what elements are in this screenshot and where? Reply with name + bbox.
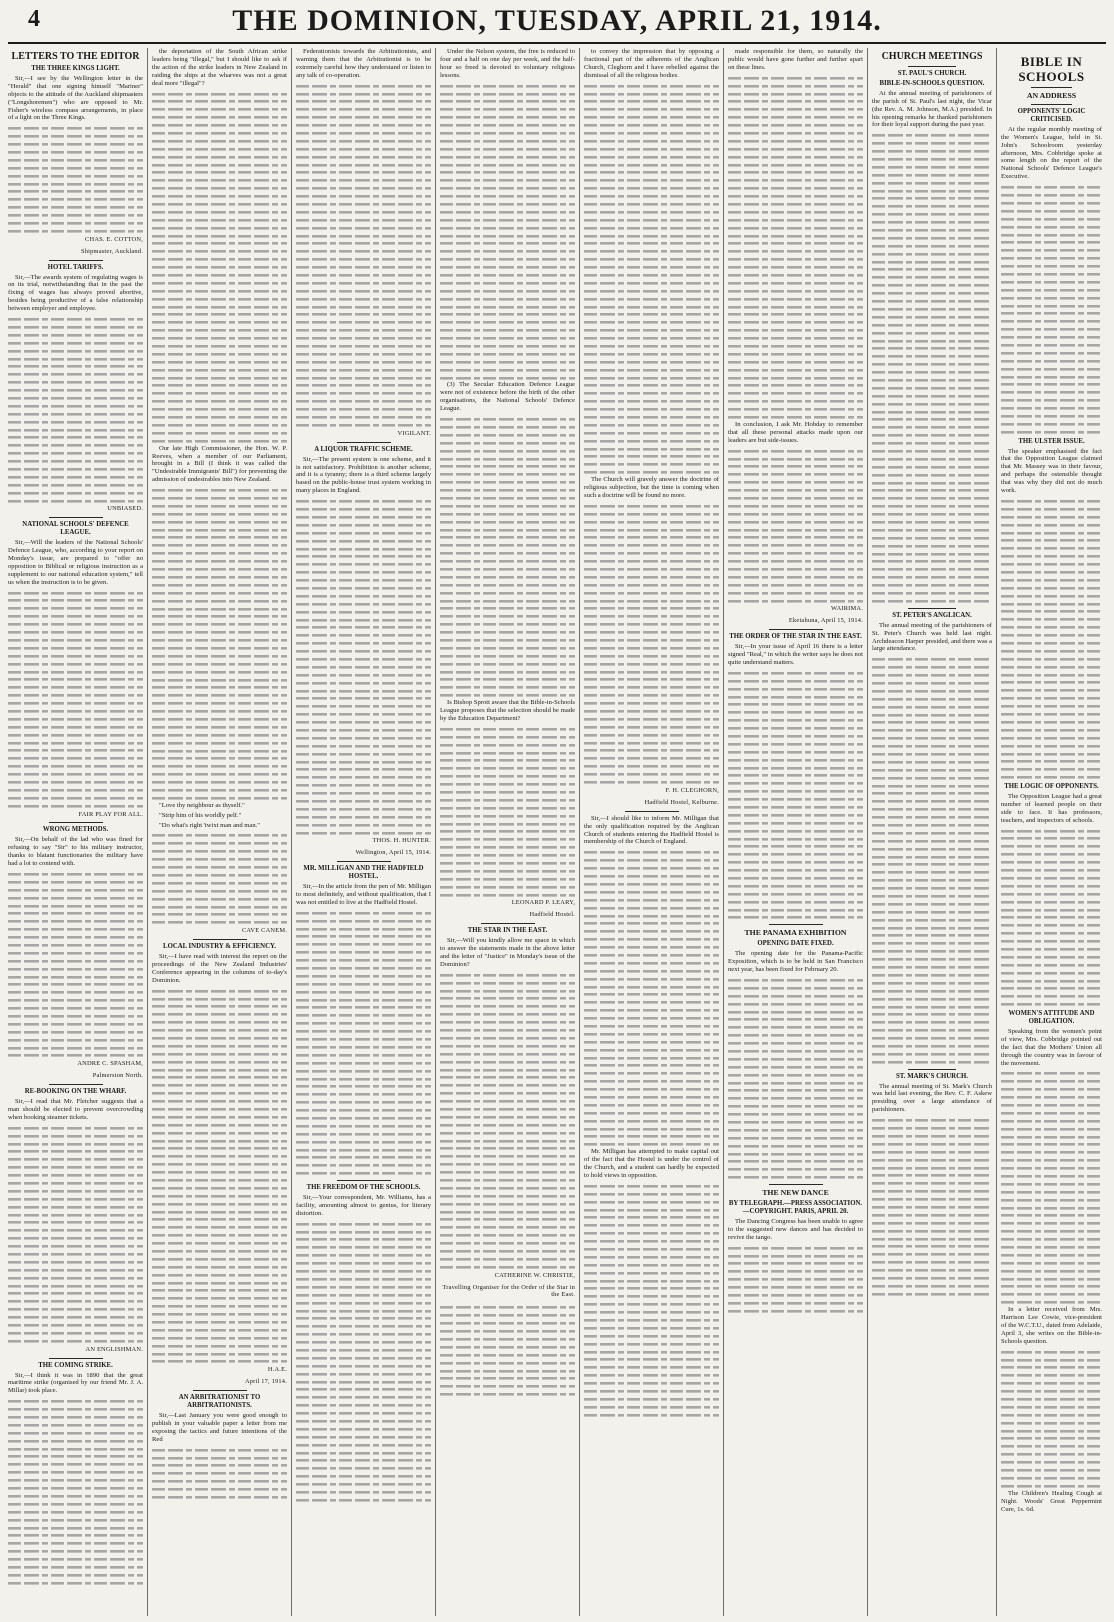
article-body: The speaker emphasised the fact that the Opposition League claimed that Mr. Massey was in their favour, and perhaps the ostensible thought that was why they did not do much work. bbox=[1001, 447, 1102, 495]
divider bbox=[337, 442, 391, 443]
body-text bbox=[296, 497, 431, 836]
letter-body: to convey the impression that by opposing a fractional part of the adherents of the Anglican Church, Cleghorn and I have rebelled against the dismissal of all the religious bodies. bbox=[584, 48, 719, 79]
columns bbox=[8, 48, 1106, 1616]
article-subheading: THE ULSTER ISSUE. bbox=[1018, 437, 1085, 445]
letter-body: Is Bishop Sprott aware that the Bible-in-Schools League proposes that the selection should be made by the Education Department? bbox=[440, 699, 575, 722]
body-text bbox=[440, 415, 575, 699]
body-text bbox=[440, 1303, 575, 1398]
letter-body: Under the Nelson system, the free is reduced to four and a half on one day per week, and the half-hour so freed is devoted to voluntary religious lessons. bbox=[440, 48, 575, 79]
column-6 bbox=[728, 48, 868, 1616]
letter-signature: FAIR PLAY FOR ALL. bbox=[78, 810, 143, 818]
divider bbox=[481, 923, 535, 924]
divider bbox=[908, 66, 956, 67]
letter-signature: UNBIASED. bbox=[107, 505, 143, 513]
letter-body: Sir,—In your issue of April 16 there is a letter signed "Real," in which the writer says he does not quite understand matters. bbox=[728, 643, 863, 666]
letter-heading: A LIQUOR TRAFFIC SCHEME. bbox=[314, 445, 413, 453]
letter-heading: LOCAL INDUSTRY & EFFICIENCY. bbox=[163, 943, 276, 951]
body-text bbox=[440, 725, 575, 899]
body-text bbox=[152, 1446, 287, 1501]
divider bbox=[49, 1084, 103, 1085]
column-8 bbox=[1001, 48, 1106, 1616]
letter-heading: MR. MILLIGAN AND THE HADFIELD HOSTEL. bbox=[303, 865, 424, 881]
article-body: In a letter received from Mrs. Harrison Lee Cowie, vice-president of the W.C.T.U., dated from Adelaide, April 3, she writes on the Bible-in-Schools question. bbox=[1001, 1306, 1102, 1345]
divider bbox=[337, 1180, 391, 1181]
body-text bbox=[1001, 183, 1102, 436]
article-body: The opening date for the Panama-Pacific Exposition, which is to be held in San Francisco next year, has been fixed for February 20. bbox=[728, 950, 863, 974]
divider bbox=[337, 861, 391, 862]
body-text bbox=[872, 655, 992, 1065]
body-text bbox=[1001, 1348, 1102, 1490]
letter-body: (3) The Secular Education Defence League were not of existence before the birth of the other organisations, the National Schools' Defence League. bbox=[440, 381, 575, 413]
article-subheading: OPENING DATE FIXED. bbox=[757, 940, 834, 948]
article-subheading: THE LOGIC OF OPPONENTS. bbox=[1004, 783, 1099, 791]
section-header-letters: LETTERS TO THE EDITOR bbox=[11, 51, 140, 62]
body-text bbox=[8, 315, 143, 504]
page-number: 4 bbox=[28, 6, 40, 32]
column-5 bbox=[584, 48, 724, 1616]
letter-body: Federationists towards the Arbitrationists, and warning them that the Arbitrationist is to be extremely careful how they understand or listen to any talk of co-operation. bbox=[296, 48, 431, 79]
letter-heading: NATIONAL SCHOOLS' DEFENCE LEAGUE. bbox=[22, 521, 129, 537]
letter-signature: CAVE CANEM. bbox=[241, 927, 287, 935]
body-text bbox=[296, 1220, 431, 1504]
column-4 bbox=[440, 48, 580, 1616]
body-text bbox=[584, 848, 719, 1148]
letter-heading: WRONG METHODS. bbox=[42, 826, 109, 834]
body-text bbox=[584, 82, 719, 477]
article-heading: THE NEW DANCE bbox=[762, 1188, 829, 1198]
body-text bbox=[1001, 1069, 1102, 1306]
body-text bbox=[8, 589, 143, 810]
divider bbox=[1031, 104, 1071, 105]
column-7 bbox=[872, 48, 997, 1616]
letter-signature: F. H. CLEGHORN, bbox=[665, 786, 719, 794]
article-body: The annual meeting of the parishioners of St. Peter's Church was held last night. Archdeacon Harper presided, and there was a large attendance. bbox=[872, 621, 992, 653]
divider bbox=[625, 811, 679, 812]
letter-signature-place: Shipmaster, Auckland. bbox=[81, 247, 143, 255]
letter-signature: AN ENGLISHMAN. bbox=[85, 1345, 143, 1353]
advertisement-text: The Children's Healing Cough at Night. Woods' Great Peppermint Cure, 1s. 6d. bbox=[1001, 1489, 1102, 1513]
article-body: At the regular monthly meeting of the Women's League, held in St. John's Schoolroom yesterday afternoon, Mrs. Cobbridge spoke at some length on the report of the National Schools' Defence League's Executive. bbox=[1001, 125, 1102, 181]
letter-body: Sir,—Last January you were good enough to publish in your valuable paper a letter from me exposing the tactics and future intentions of the Red bbox=[152, 1411, 287, 1443]
letter-place: Wellington, April 15, 1914. bbox=[355, 849, 431, 857]
letter-body: Sir,—On behalf of the lad who was fined for refusing to say "Sir" to his military instructor, thanks to blatant functionaries the military have had a lot to contend with. bbox=[8, 836, 143, 868]
article-body: Speaking from the women's point of view, Mrs. Cobbridge pointed out the fact that the Mothers' Union all through the country was in favour of the movement. bbox=[1001, 1027, 1102, 1067]
article-subheading: OPPONENTS' LOGIC CRITICISED. bbox=[1017, 108, 1086, 123]
divider bbox=[769, 629, 823, 630]
body-text bbox=[1001, 827, 1102, 1008]
divider bbox=[49, 517, 103, 518]
letter-signature: LEONARD P. LEARY, bbox=[511, 899, 575, 907]
article-heading: ST. PAUL'S CHURCH. bbox=[897, 70, 967, 77]
dateline: BY TELEGRAPH.—PRESS ASSOCIATION.—COPYRIGHT. PARIS, APRIL 20. bbox=[728, 1200, 863, 1216]
letter-body: Sir,—I have read with interest the report on the proceedings of the New Zealand Industries' Conference appearing in the columns of to-day's Dominion. bbox=[152, 952, 287, 984]
letter-body: Sir,—I should like to inform Mr. Milligan that the only qualification required by the Anglican Church of students entering the Hadfield Hostel is membership of the Church of England. bbox=[584, 814, 719, 846]
article-heading: AN ADDRESS bbox=[1026, 91, 1077, 100]
body-text bbox=[1001, 497, 1102, 781]
letter-signature-place: Hadfield Hostel. bbox=[529, 911, 575, 919]
column-1 bbox=[8, 48, 148, 1616]
verse-line: "Love thy neighbour as thyself." bbox=[159, 801, 245, 809]
body-text bbox=[584, 1182, 719, 1419]
divider bbox=[193, 1390, 247, 1391]
letter-body: The Church will gravely answer the doctrine of religious subjection, but the time is coming when such a doctrine will be found no more. bbox=[584, 476, 719, 499]
body-text bbox=[152, 987, 287, 1366]
section-header-church-meetings: CHURCH MEETINGS bbox=[881, 51, 983, 62]
letter-body: Sir,—The present system is one scheme, and it is not satisfactory. Prohibition is another scheme, and it is a tyranny; there is a third scheme largely based on the public-house trust system working in many places in England. bbox=[296, 455, 431, 495]
letter-heading: HOTEL TARIFFS. bbox=[47, 263, 104, 271]
masthead bbox=[8, 2, 1106, 44]
letter-signature: H.A.E. bbox=[267, 1366, 287, 1374]
letter-heading: THE COMING STRIKE. bbox=[38, 1361, 113, 1369]
letter-body: Sir,—In the article from the pen of Mr. Milligan to most definitely, and without qualification, that I was not entitled to live at the Hadfield Hostel. bbox=[296, 883, 431, 906]
article-heading: ST. PETER'S ANGLICAN. bbox=[892, 611, 972, 619]
letter-place: Eketahuna, April 15, 1914. bbox=[788, 617, 863, 625]
body-text bbox=[872, 1116, 992, 1297]
body-text bbox=[728, 1244, 863, 1315]
letter-signature: ANDRE C. SPASHAM, bbox=[77, 1060, 143, 1068]
masthead-title: THE DOMINION, TUESDAY, APRIL 21, 1914. bbox=[232, 4, 882, 37]
body-text bbox=[728, 669, 863, 922]
letter-heading: AN ARBITRATIONIST TO ARBITRATIONISTS. bbox=[178, 1394, 261, 1410]
verse-line: "Do what's right 'twixt man and man." bbox=[159, 821, 260, 829]
divider bbox=[1031, 87, 1071, 88]
verse-line: "Strip him of his worldly pelf." bbox=[159, 811, 242, 819]
divider bbox=[49, 1358, 103, 1359]
column-3 bbox=[296, 48, 436, 1616]
article-body: The Dancing Congress has been unable to agree to the suggested new dances and has decided to revive the tango. bbox=[728, 1217, 863, 1241]
divider bbox=[769, 1184, 823, 1185]
body-text bbox=[296, 909, 431, 1177]
body-text bbox=[728, 976, 863, 1181]
divider bbox=[193, 939, 247, 940]
article-body: The Opposition League had a great number of learned people on their side to face. It has professors, teachers, and inspectors of schools. bbox=[1001, 792, 1102, 824]
body-text bbox=[440, 971, 575, 1271]
section-header-bible-in-schools: BIBLE IN SCHOOLS bbox=[1018, 54, 1085, 84]
letter-body: Our late High Commissioner, the Hon. W. P. Reeves, when a member of our Parliament, brought in a Bill (I think it was called the "Undesirable Immigrants' Bill") for preventing the admission of undesirables into New Zealand. bbox=[152, 444, 287, 484]
body-text bbox=[296, 82, 431, 429]
letter-signature: VIGILANT. bbox=[397, 429, 431, 437]
letter-signature: WAIRIMA. bbox=[831, 605, 863, 613]
letter-signature: THOS. H. HUNTER. bbox=[372, 837, 431, 845]
body-text bbox=[728, 74, 863, 421]
letter-body: Sir,—The awards system of regulating wages is on its trial, notwithstanding that in the past the fixing of wages has always proved abortive, besides being productive of a false relationship between employer and employee. bbox=[8, 273, 143, 313]
body-text bbox=[872, 131, 992, 604]
body-text bbox=[8, 1124, 143, 1345]
letter-body: In conclusion, I ask Mr. Hobday to remember that all these personal attacks made upon our leaders are but side-issues. bbox=[728, 420, 863, 444]
letter-body: Sir,—Will the leaders of the National Schools' Defence League, who, according to your report on Monday's issue, are prepared to "offer no opposition to Biblical or religious instruction as a supplement to our national education system," tell us when the instruction is to be given. bbox=[8, 539, 143, 586]
letter-signature-title: Travelling Organiser for the Order of the Star in the East. bbox=[442, 1283, 575, 1299]
letter-heading: THE FREEDOM OF THE SCHOOLS. bbox=[306, 1184, 421, 1192]
body-text bbox=[8, 124, 143, 234]
body-text bbox=[152, 831, 287, 926]
letter-body: Mr. Milligan has attempted to make capital out of the fact that the Hostel is under the control of the Church, and a student can hardly be expected to hold views in opposition. bbox=[584, 1148, 719, 1179]
letter-signature-place: Palmerston North. bbox=[92, 1072, 143, 1080]
article-heading: THE PANAMA EXHIBITION bbox=[744, 928, 847, 938]
letter-heading: RE-BOOKING ON THE WHARF. bbox=[24, 1088, 127, 1096]
divider bbox=[49, 260, 103, 261]
divider bbox=[908, 608, 956, 609]
letter-signature-place: Hadfield Hostel, Kelburne. bbox=[644, 798, 719, 806]
divider bbox=[49, 822, 103, 823]
letter-heading: THE ORDER OF THE STAR IN THE EAST. bbox=[729, 633, 862, 641]
letter-body: Sir,—I think it was in 1890 that the great maritime strike (organised by our friend Mr. J. A. Millar) took place. bbox=[8, 1371, 143, 1395]
letter-body: Sir,—I read that Mr. Fletcher suggests that a man should be elected to prevent overcrowding when booking steamer tickets. bbox=[8, 1098, 143, 1121]
letter-signature: CHAS. E. COTTON, bbox=[85, 235, 143, 243]
letter-signature: CATHERINE W. CHRISTIE, bbox=[494, 1271, 575, 1279]
body-text bbox=[8, 870, 143, 1059]
body-text bbox=[728, 447, 863, 605]
letter-heading: THE STAR IN THE EAST. bbox=[467, 927, 548, 935]
article-heading: ST. MARK'S CHURCH. bbox=[895, 1072, 968, 1080]
body-text bbox=[584, 502, 719, 786]
letter-heading: THE THREE KINGS LIGHT. bbox=[31, 65, 120, 72]
letter-date: April 17, 1914. bbox=[244, 1378, 287, 1386]
letter-body: Sir,—Will you kindly allow me space in which to answer the statements made in the above letter and the letter of "Justice" in Monday's issue of the Dominion? bbox=[440, 937, 575, 968]
divider bbox=[908, 1069, 956, 1070]
divider bbox=[769, 924, 823, 925]
body-text bbox=[440, 82, 575, 382]
letter-body: made responsible for them, so naturally the public would have gone further and further apart on these lines. bbox=[728, 48, 863, 71]
body-text bbox=[8, 1397, 143, 1586]
body-text bbox=[152, 90, 287, 445]
body-text bbox=[152, 486, 287, 802]
letter-body: the deportation of the South African strike leaders being "illegal," but I should like to ask if the action of the strike leaders in New Zealand in raiding the ships at the wharves was not a great deal more "illegal"? bbox=[152, 48, 287, 87]
article-subheading: BIBLE-IN-SCHOOLS QUESTION. bbox=[879, 79, 985, 87]
column-2 bbox=[152, 48, 292, 1616]
article-body: The annual meeting of St. Mark's Church was held last evening, the Rev. C. F. Askew presiding over a large attendance of parishioners. bbox=[872, 1082, 992, 1114]
article-body: At the annual meeting of parishioners of the parish of St. Paul's last night, the Vicar (the Rev. A. M. Johnson, M.A.) presided. In his opening remarks he thanked parishioners for their loyal support during the past year. bbox=[872, 89, 992, 129]
letter-body: Sir,—I see by the Wellington letter in the "Herald" that one signing himself "Mariner" objects to the attitude of the Auckland shipmasters ("Longshoremen") who are opposed to Mr. Fisher's wireless compass arrangements, in place of a light on the Three Kings. bbox=[8, 74, 143, 122]
article-subheading: WOMEN'S ATTITUDE AND OBLIGATION. bbox=[1008, 1010, 1095, 1025]
letter-body: Sir,—Your correspondent, Mr. Williams, has a facility, amounting almost to genius, for literary distortion. bbox=[296, 1193, 431, 1217]
